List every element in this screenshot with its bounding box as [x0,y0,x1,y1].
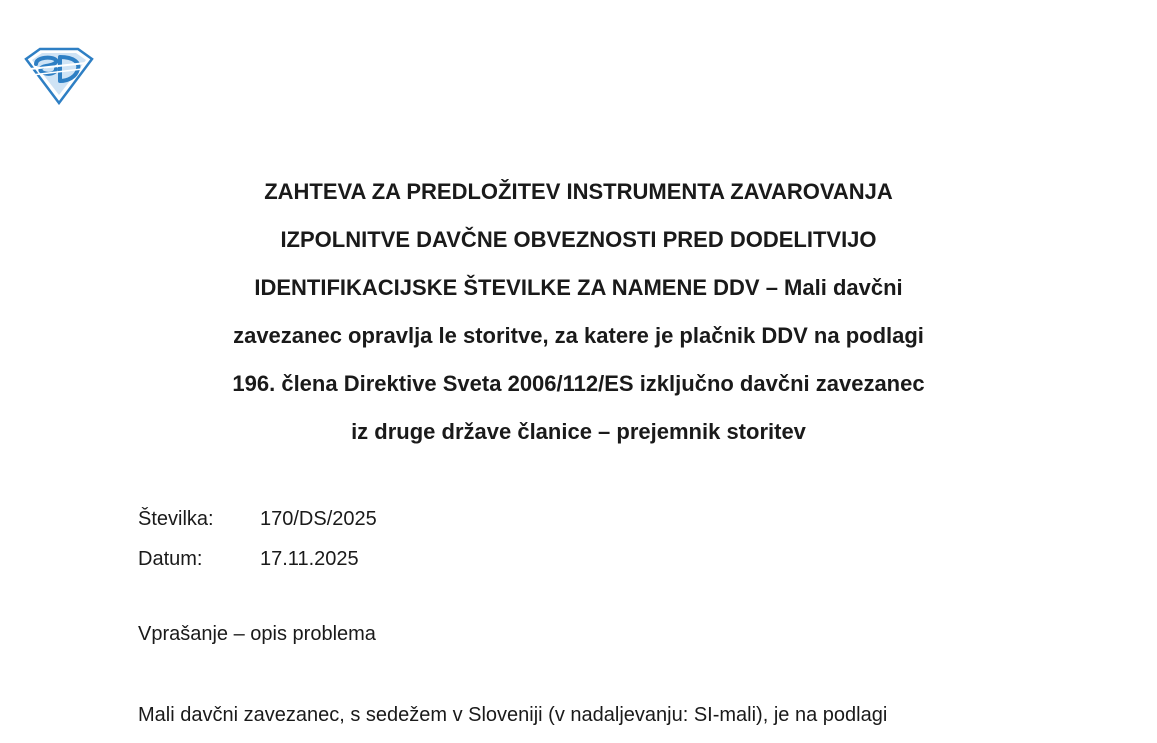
number-value: 170/DS/2025 [260,508,377,530]
document-metadata [138,499,377,579]
title-line: zavezanec opravlja le storitve, za katere je plačnik DDV na podlagi [233,323,924,348]
document-title [100,168,1057,456]
date-row [138,539,377,579]
title-line: IZPOLNITVE DAVČNE OBVEZNOSTI PRED DODELITVIJO [280,227,877,252]
date-value: 17.11.2025 [260,548,359,570]
number-row [138,499,377,539]
title-line: IDENTIFIKACIJSKE ŠTEVILKE ZA NAMENE DDV – Mali davčni [254,275,903,300]
section-heading: Vprašanje – opis problema [138,623,376,645]
title-line: ZAHTEVA ZA PREDLOŽITEV INSTRUMENTA ZAVAROVANJA [264,179,893,204]
title-line: 196. člena Direktive Sveta 2006/112/ES izključno davčni zavezanec [232,371,925,396]
number-label: Številka: [138,508,214,530]
sd-diamond-logo-icon [22,47,96,105]
title-line: iz druge države članice – prejemnik storitev [351,419,806,444]
date-label: Datum: [138,548,203,570]
body-paragraph: Mali davčni zavezanec, s sedežem v Sloveniji (v nadaljevanju: SI-mali), je na podlagi [138,704,888,726]
